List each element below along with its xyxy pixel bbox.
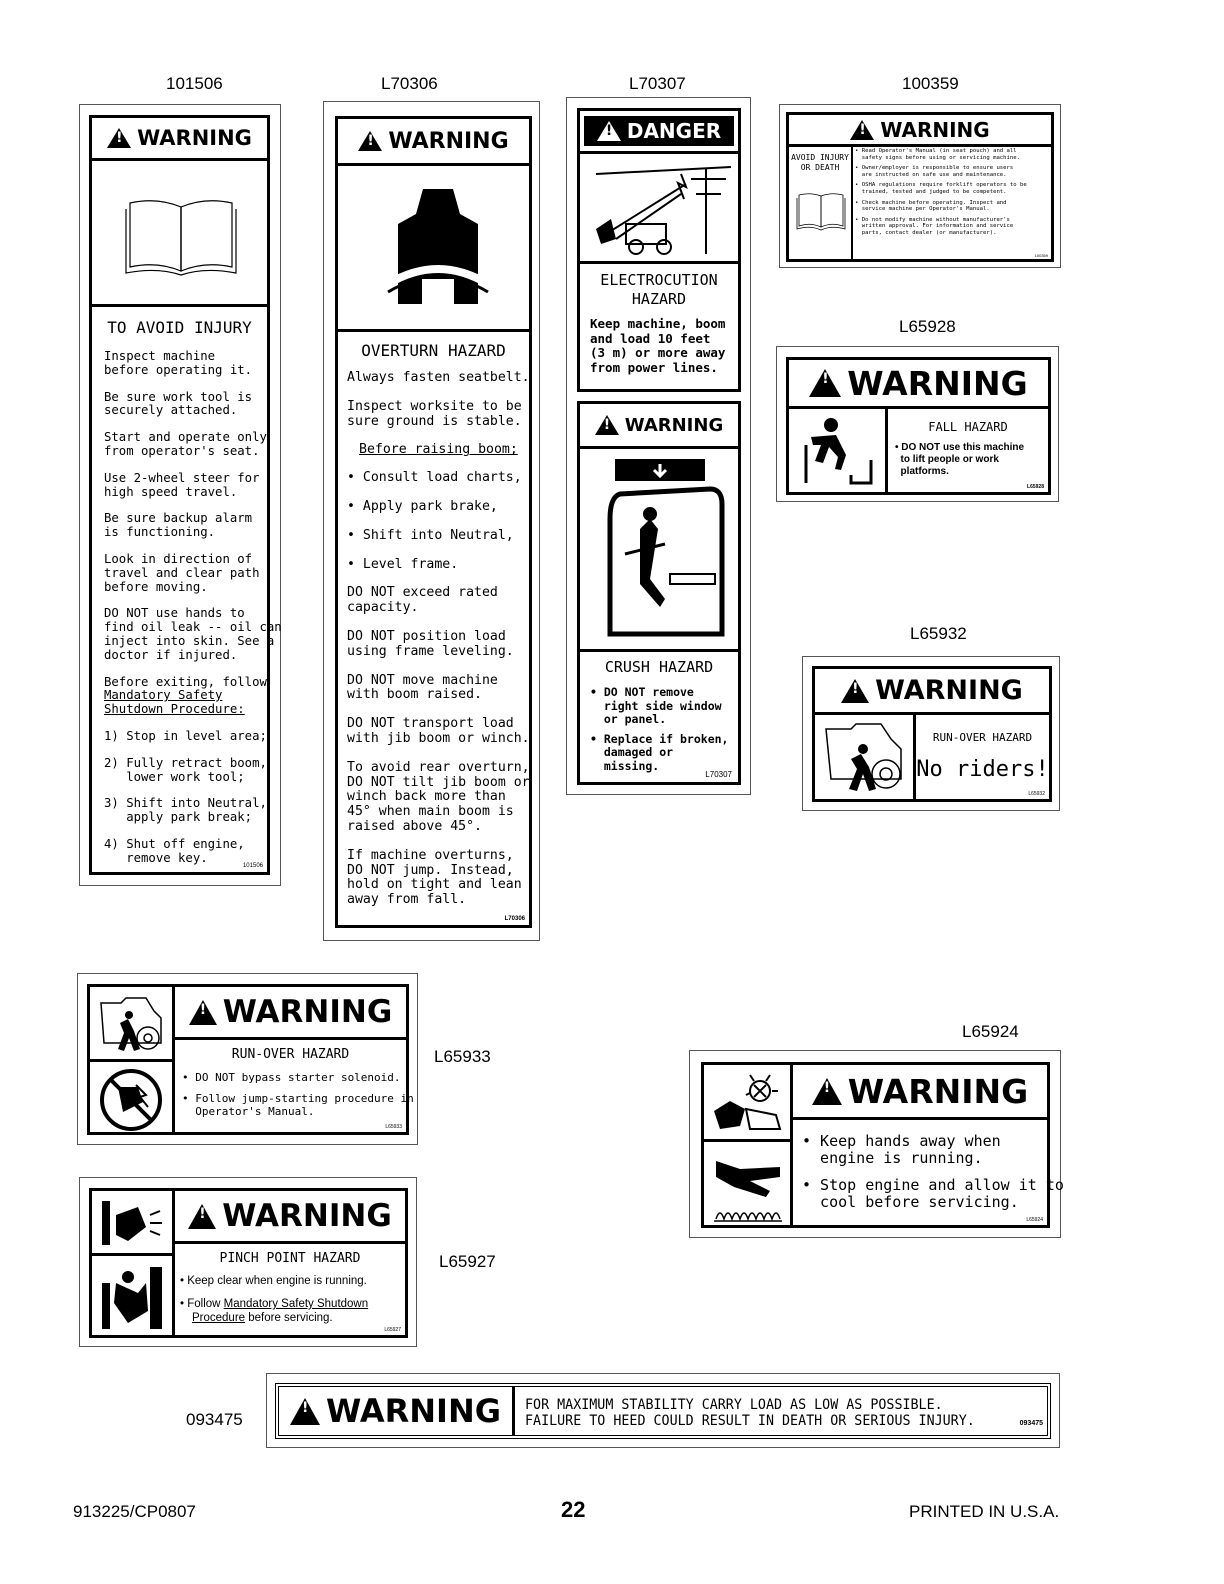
- instruction-item: DO NOT transport load with jib boom or winch.: [347, 716, 530, 746]
- decal-code: 100359: [1034, 253, 1048, 258]
- instruction-item: • DO NOT bypass starter solenoid.: [182, 1071, 401, 1084]
- warning-header: ! WARNING: [338, 119, 529, 166]
- instruction-list: [104, 350, 282, 879]
- instruction-item: DO NOT position load using frame leveling.: [347, 628, 514, 659]
- decal-frame: [335, 116, 532, 928]
- crush-warning-panel: [577, 401, 741, 785]
- part-number-label: L65924: [962, 1022, 1019, 1041]
- decal-L65928: [776, 346, 1059, 502]
- decal-frame: [786, 357, 1051, 495]
- hazard-bullet-continuation: Procedure before servicing.: [192, 1312, 333, 1324]
- part-number-label: L70307: [629, 74, 686, 93]
- divider: [90, 1059, 172, 1062]
- decal-code: L65924: [1026, 1217, 1043, 1223]
- instruction-item: Inspect worksite to be sure ground is stable.: [347, 398, 522, 429]
- warning-triangle-icon: [290, 1398, 320, 1425]
- divider: [338, 329, 529, 332]
- crush-bullets: [590, 686, 728, 779]
- decal-code: L70307: [705, 770, 732, 779]
- no-bypass-solenoid-icon: [98, 1067, 164, 1133]
- decal-frame: [89, 115, 282, 875]
- decal-frame: [87, 984, 414, 1135]
- hazard-bullet: • Follow Mandatory Safety Shutdown: [180, 1298, 369, 1310]
- part-number-label: 101506: [166, 74, 223, 93]
- document-number: 913225/CP0807: [73, 1502, 196, 1521]
- fan-hands-icon: [710, 1071, 786, 1135]
- instruction-item: • Follow jump-starting procedure in Operator's Manual.: [182, 1092, 414, 1118]
- hazard-bullets: [182, 1071, 414, 1126]
- runover-person-icon: [821, 719, 907, 797]
- page-number: 22: [561, 1497, 586, 1522]
- hazard-title: RUN-OVER HAZARD: [932, 731, 1033, 744]
- instruction-item: DO NOT use hands to find oil leak -- oil can inject into skin. See a doctor if injured.: [104, 606, 282, 662]
- decal-code: L65928: [1027, 484, 1044, 490]
- part-number-label: L65928: [899, 317, 956, 336]
- instruction-item: • Owner/employer is responsible to ensure users are instructed on safe use and maintenance.: [855, 165, 1014, 178]
- divider: [913, 712, 916, 799]
- operator-cab-crush-icon: [590, 459, 730, 639]
- decal-frame: [275, 1383, 1051, 1439]
- instruction-item: If machine overturns, DO NOT jump. Instead, hold on tight and lean away from fall.: [347, 847, 522, 908]
- decal-frame: [812, 666, 1052, 802]
- divider: [172, 1241, 405, 1244]
- hot-surface-hand-icon: [710, 1147, 786, 1225]
- instruction-item: • Check machine before operating. Inspect and service machine per Operator's Manual.: [855, 199, 1007, 213]
- instruction-item: • OSHA regulations require forklift operators to be trained, tested and judged to be competent.: [855, 182, 1027, 195]
- instruction-item: DO NOT move machine with boom raised.: [347, 672, 498, 703]
- instruction-item: • Replace if broken, damaged or missing.: [590, 731, 729, 773]
- danger-title: ELECTROCUTION HAZARD: [600, 271, 718, 308]
- divider: [885, 406, 888, 492]
- instruction-item: 1) Stop in level area;: [104, 728, 267, 743]
- instruction-list: [347, 371, 530, 922]
- danger-panel: [577, 108, 741, 392]
- hazard-title: FALL HAZARD: [928, 420, 1008, 434]
- manual-book-icon: [122, 193, 240, 278]
- part-number-label: L65932: [910, 624, 967, 643]
- instruction-item: Use 2-wheel steer for high speed travel.: [104, 470, 260, 499]
- decal-L70307: [566, 97, 751, 795]
- instruction-item: To avoid rear overturn, DO NOT tilt jib boom or winch back more than 45° when main boom is raised above 45°.: [347, 759, 530, 834]
- decal-code: L70306: [504, 916, 525, 922]
- warning-header: ! WARNING: [793, 1065, 1047, 1117]
- divider: [704, 1139, 790, 1142]
- divider: [790, 1117, 1047, 1120]
- warning-triangle-icon: [812, 1078, 842, 1105]
- part-number-label: L70306: [381, 74, 438, 93]
- decal-101506: [79, 104, 281, 886]
- part-number-label: L65933: [434, 1047, 491, 1066]
- manual-book-icon: [795, 190, 847, 232]
- instruction-item: Look in direction of travel and clear path before moving.: [104, 551, 260, 594]
- divider: [580, 649, 738, 652]
- part-number-label: 100359: [902, 74, 959, 93]
- decal-093475: [266, 1373, 1060, 1448]
- warning-header: ! WARNING: [175, 987, 406, 1037]
- instruction-item: • Do not modify machine without manufacturer's written approval. For information and service parts, contact dealer (or manufacturer).: [855, 216, 1014, 236]
- falling-person-icon: [801, 415, 876, 487]
- decal-frame: [89, 1188, 408, 1338]
- divider: [92, 1253, 172, 1256]
- decal-L65933: [77, 973, 418, 1145]
- instruction-item: Mandatory Safety Shutdown Procedure:: [104, 688, 245, 717]
- decal-L65924: [689, 1050, 1064, 1238]
- instruction-item: Be sure work tool is securely attached.: [104, 389, 253, 418]
- warning-header: ! WARNING: [580, 404, 738, 449]
- instruction-item: 3) Shift into Neutral, apply park break;: [104, 796, 267, 825]
- warning-triangle-icon: [189, 1000, 217, 1025]
- hazard-body: • DO NOT use this machine to lift people or work platforms.: [895, 442, 1025, 477]
- decal-frame: [701, 1062, 1064, 1228]
- pinch-point-person-icon: [98, 1263, 166, 1333]
- warning-header: ! WARNING: [789, 115, 1051, 147]
- instruction-item: Before raising boom;: [359, 442, 518, 458]
- hazard-bullets: [802, 1133, 1064, 1221]
- hazard-title: PINCH POINT HAZARD: [219, 1251, 361, 1266]
- decal-code: L65927: [384, 1327, 401, 1333]
- instruction-item: • Consult load charts,: [347, 470, 522, 486]
- power-line-electrocution-icon: [586, 159, 736, 259]
- print-notice: PRINTED IN U.S.A.: [909, 1502, 1060, 1521]
- warning-triangle-icon: [850, 120, 874, 140]
- instruction-item: Start and operate only from operator's seat.: [104, 430, 267, 458]
- decal-L65927: [79, 1177, 417, 1347]
- divider: [172, 1037, 406, 1040]
- decal-100359: [779, 104, 1061, 268]
- danger-triangle-icon: [597, 121, 621, 141]
- instruction-item: • Stop engine and allow it to cool before servicing.: [802, 1176, 1064, 1211]
- hazard-title: RUN-OVER HAZARD: [231, 1047, 350, 1062]
- decal-code: 093475: [1019, 1420, 1043, 1427]
- part-number-label: L65927: [439, 1252, 496, 1271]
- warning-triangle-icon: [188, 1204, 216, 1229]
- divider: [851, 144, 853, 259]
- instruction-item: • Level frame.: [347, 556, 459, 572]
- side-label: AVOID INJURY OR DEATH: [791, 153, 849, 172]
- warning-header: ! WARNING: [175, 1191, 405, 1241]
- instruction-item: Always fasten seatbelt.: [347, 370, 530, 385]
- warning-header: ! WARNING: [789, 360, 1048, 409]
- instruction-item: 4) Shut off engine, remove key.: [104, 836, 245, 865]
- hand-pinch-icon: [98, 1197, 166, 1249]
- stability-warning-text: FOR MAXIMUM STABILITY CARRY LOAD AS LOW AS POSSIBLE. FAILURE TO HEED COULD RESULT IN DEATH OR SERIOUS INJURY.: [525, 1397, 975, 1429]
- decal-code: L65933: [385, 1124, 402, 1130]
- part-number-label: 093475: [186, 1410, 243, 1429]
- divider: [512, 1387, 515, 1435]
- crush-title: CRUSH HAZARD: [604, 658, 714, 676]
- warning-header: ! WARNING: [279, 1387, 512, 1435]
- instruction-item: • Apply park brake,: [347, 498, 498, 514]
- instruction-item: 2) Fully retract boom, lower work tool;: [104, 755, 267, 784]
- instruction-item: • Read Operator's Manual (in seat pouch) and all safety signs before using or servicing machine.: [855, 148, 1021, 161]
- divider: [92, 304, 267, 307]
- hazard-body: No riders!: [916, 757, 1049, 782]
- instruction-list: [855, 148, 1027, 241]
- instruction-item: • DO NOT remove right side window or panel.: [590, 685, 722, 726]
- section-title: OVERTURN HAZARD: [361, 341, 506, 360]
- divider: [580, 261, 738, 264]
- section-title: TO AVOID INJURY: [107, 318, 252, 337]
- warning-triangle-icon: [358, 131, 382, 151]
- warning-triangle-icon: [595, 415, 619, 435]
- instruction-item: Be sure backup alarm is functioning.: [104, 511, 253, 540]
- seatbelt-operator-icon: [378, 184, 498, 319]
- decal-code: L65932: [1028, 791, 1045, 797]
- instruction-item: Inspect machine before operating it.: [104, 349, 253, 377]
- decal-frame: [786, 112, 1054, 262]
- instruction-item: • Keep hands away when engine is running.: [802, 1132, 1001, 1167]
- instruction-item: Before exiting, follow: [104, 674, 267, 689]
- warning-triangle-icon: [841, 679, 869, 703]
- instruction-item: • Shift into Neutral,: [347, 527, 514, 543]
- warning-header: ! WARNING: [92, 118, 267, 161]
- decal-L65932: [802, 656, 1060, 811]
- warning-header: ! WARNING: [815, 669, 1049, 715]
- danger-header: ! DANGER: [580, 111, 738, 154]
- warning-triangle-icon: [107, 128, 131, 148]
- warning-triangle-icon: [809, 369, 841, 397]
- decal-code: 101506: [242, 863, 263, 869]
- instruction-item: DO NOT exceed rated capacity.: [347, 585, 498, 616]
- decal-L70306: [323, 101, 540, 941]
- hazard-bullet: • Keep clear when engine is running.: [180, 1275, 367, 1287]
- runover-person-icon: [96, 993, 166, 1053]
- danger-body: Keep machine, boom and load 10 feet (3 m) or more away from power lines.: [590, 316, 726, 375]
